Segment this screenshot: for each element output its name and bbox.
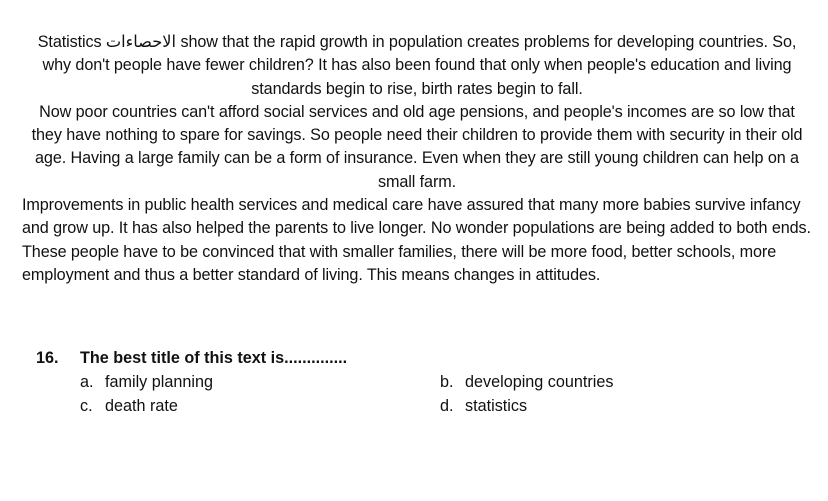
passage-paragraph-2: Now poor countries can't afford social services and old age pensions, and people's incomes are so low that they have nothing to spare for savings. So people need their children to provide them with security in their old age. Having a large family can be a form of insurance. Even when they are still young children can help on a small farm.: [31, 102, 803, 191]
option-text: family planning: [105, 373, 213, 391]
paragraph-1-text: show that the rapid growth in population creates problems for developing countries. So, why don't people have fewer children? It has also been found that only when people's education and living standards begin to rise, birth rates begin to fall.: [42, 33, 797, 98]
option-letter: b.: [440, 373, 454, 391]
option-d[interactable]: [440, 394, 527, 418]
option-b[interactable]: [440, 370, 614, 394]
question-16: [36, 346, 796, 420]
passage-paragraph-3: Improvements in public health services and medical care have assured that many more babies survive infancy and grow up. It has also helped the parents to live longer. No wonder populations are being added to both ends. These people have to be convinced that with smaller families, there will be more food, better schools, more employment and thus a better standard of living. This means changes in attitudes.: [22, 196, 811, 284]
answer-options: [36, 370, 796, 420]
option-c[interactable]: [80, 394, 178, 418]
option-letter: c.: [80, 397, 93, 415]
question-text: The best title of this text is..............: [80, 349, 348, 367]
option-a[interactable]: [80, 370, 213, 394]
option-letter: a.: [80, 373, 94, 391]
arabic-translation: الاحصاءات: [105, 33, 176, 51]
option-text: statistics: [465, 397, 528, 415]
option-letter: d.: [440, 397, 454, 415]
option-text: death rate: [105, 397, 178, 415]
reading-passage: [22, 31, 812, 287]
question-stem: [36, 346, 796, 370]
question-number: 16.: [36, 349, 59, 367]
passage-paragraph-1: [22, 31, 812, 101]
word-statistics: Statistics: [37, 33, 102, 51]
option-text: developing countries: [465, 373, 614, 391]
